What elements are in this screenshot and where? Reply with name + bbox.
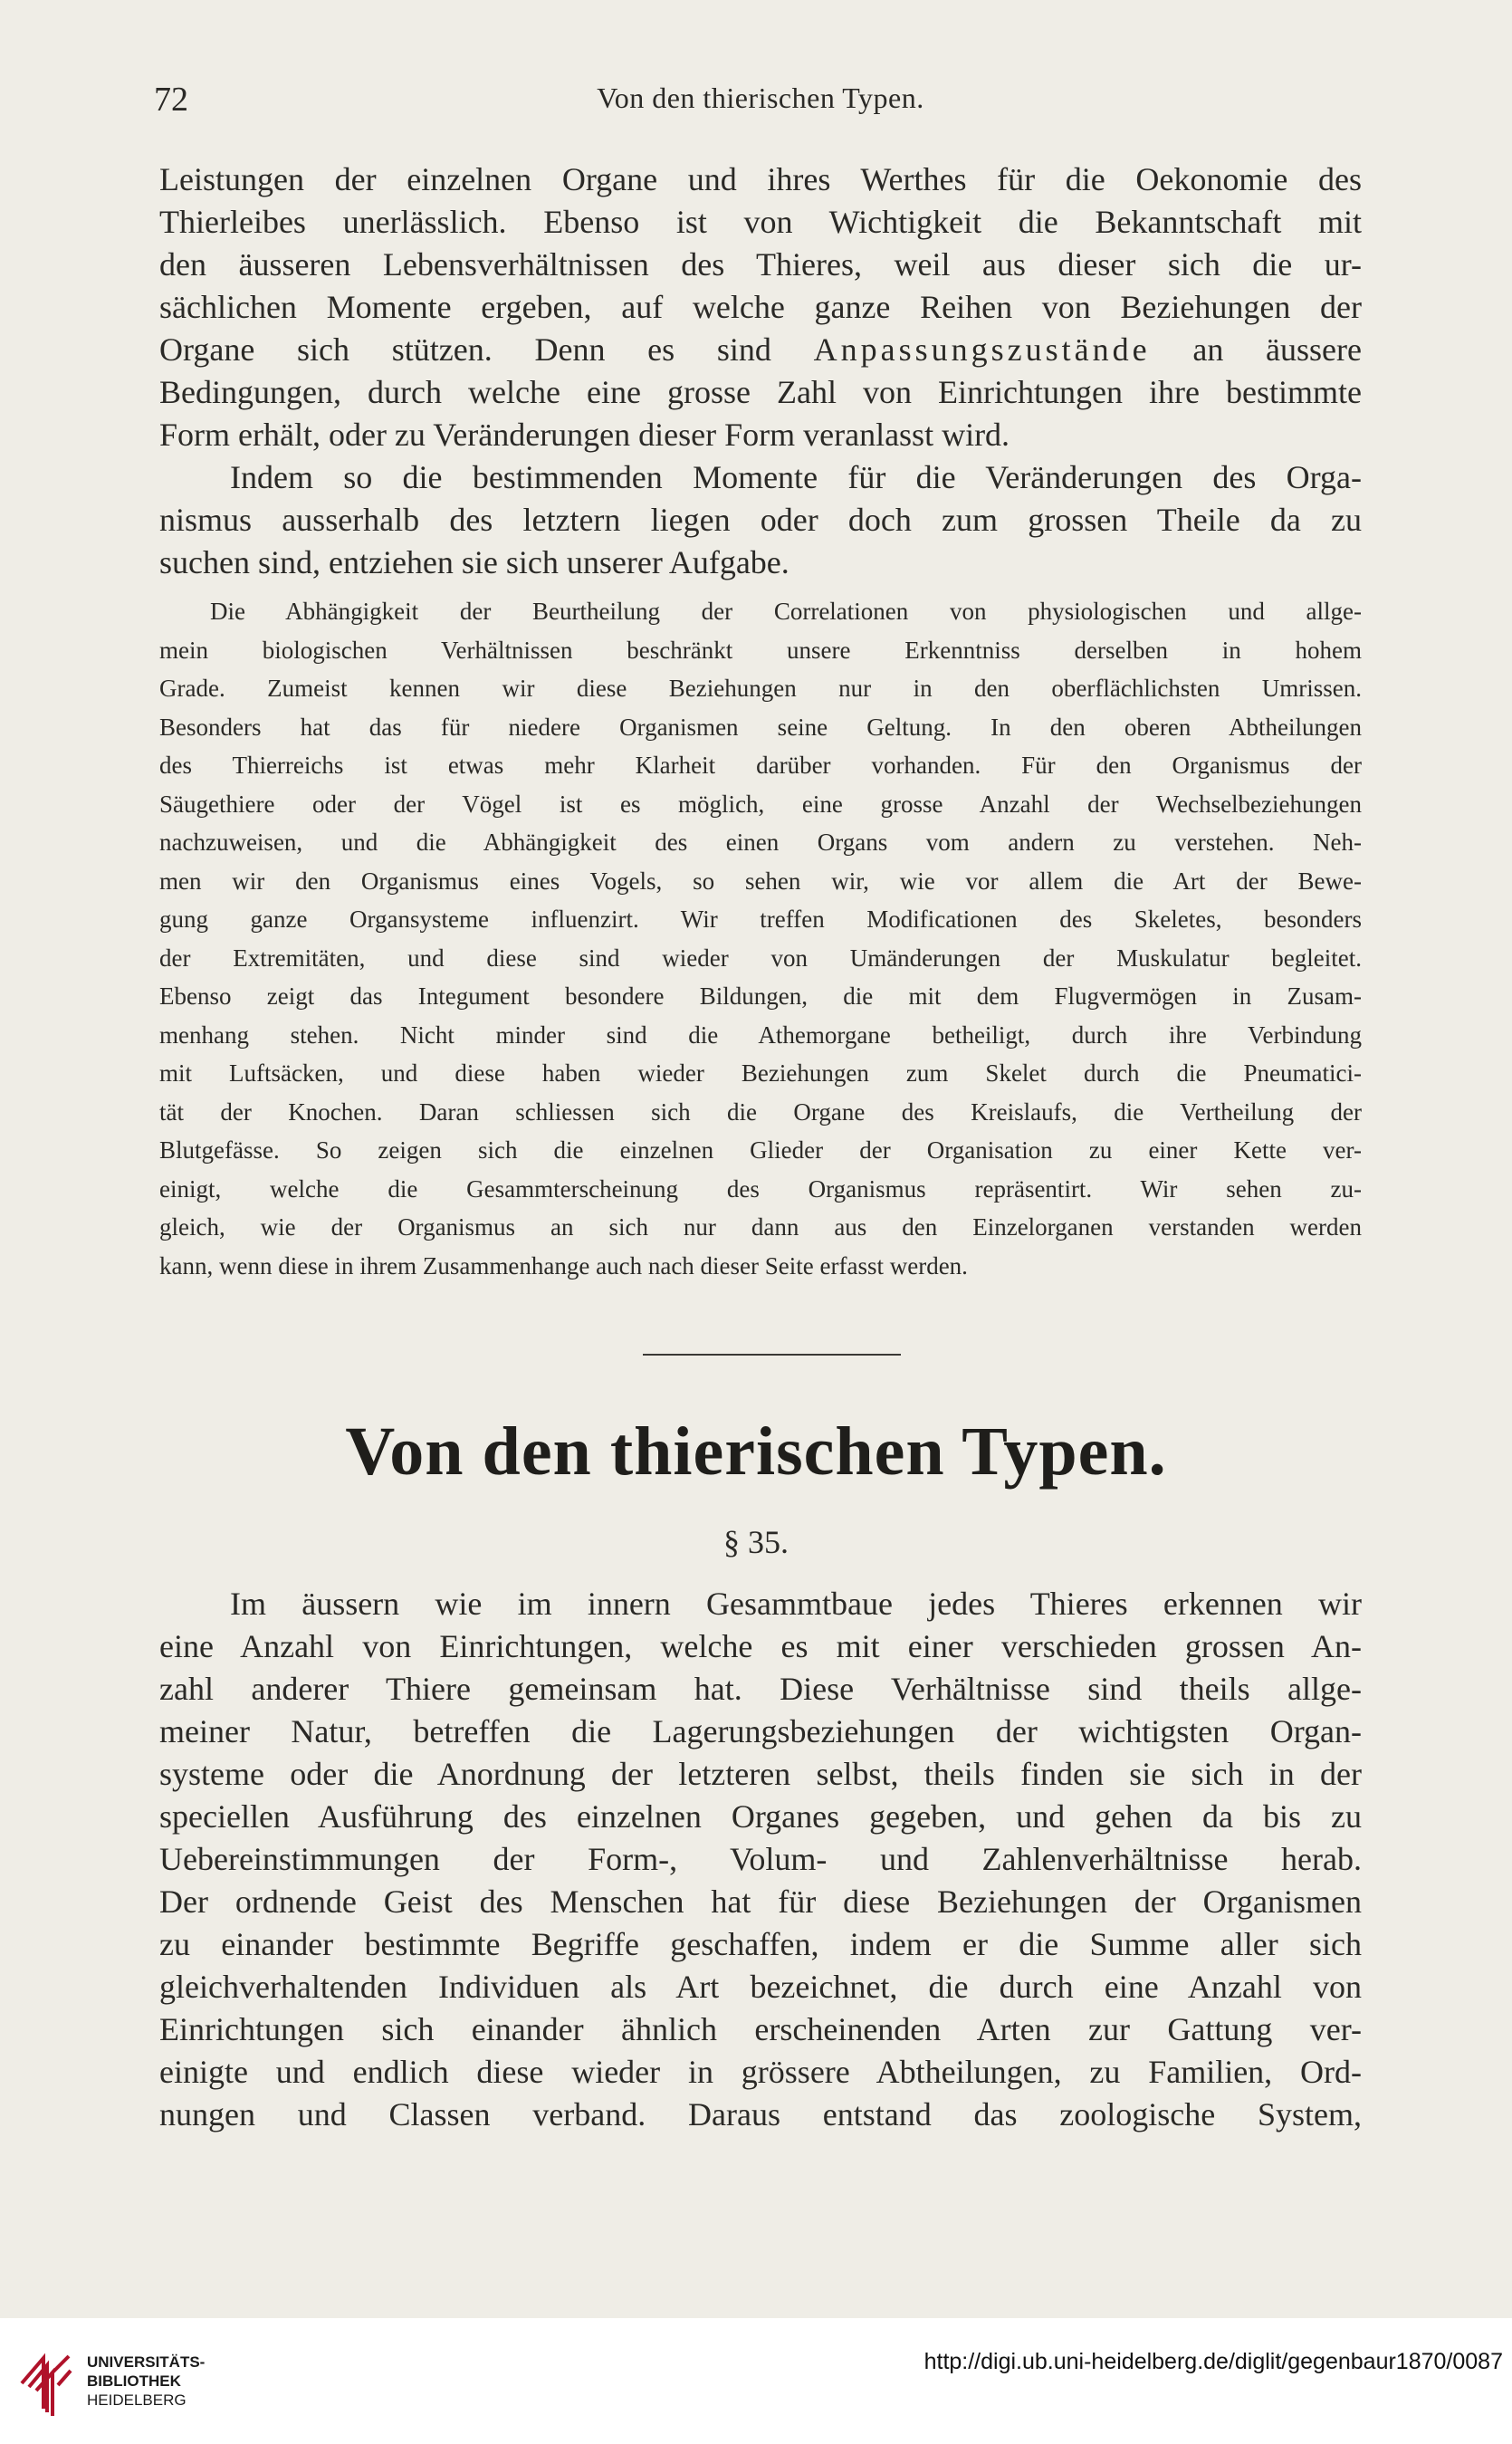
note-line: Ebenso zeigt das Integument besondere Bildungen, die mit dem Flugvermögen in Zusam- [159,982,1362,1010]
running-head: Von den thierischen Typen. [597,81,924,114]
note-line: menhang stehen. Nicht minder sind die Athemorgane betheiligt, durch ihre Verbindung [159,1021,1362,1049]
text-line: zahl anderer Thiere gemeinsam hat. Diese Verhältnisse sind theils allge- [159,1671,1362,1707]
note-line: men wir den Organismus eines Vogels, so sehen wir, wie vor allem die Art der Bewe- [159,867,1362,895]
library-name [87,2353,205,2410]
text-line: Einrichtungen sich einander ähnlich erscheinenden Arten zur Gattung ver- [159,2011,1362,2047]
note-line: Grade. Zumeist kennen wir diese Beziehungen nur in den oberflächlichsten Umrissen. [159,675,1362,702]
text-line: nismus ausserhalb des letztern liegen oder doch zum grossen Theile da zu [159,502,1362,538]
text-line: suchen sind, entziehen sie sich unserer Aufgabe. [159,544,789,580]
note-line: einigt, welche die Gesammterscheinung des Organismus repräsentirt. Wir sehen zu- [159,1174,1362,1203]
note-line: Blutgefässe. So zeigen sich die einzelnen Glieder der Organisation zu einer Kette ver- [159,1136,1362,1164]
emphasized-term: Anpassungszustände [813,331,1151,368]
text-line: Bedingungen, durch welche eine grosse Zahl von Einrichtungen ihre bestimmte [159,374,1362,410]
text-line: den äusseren Lebensverhältnissen des Thieres, weil aus dieser sich die ur- [159,246,1362,283]
library-name-line: UNIVERSITÄTS- [87,2353,206,2371]
text-line: Leistungen der einzelnen Organe und ihres Werthes für die Oekonomie des [159,161,1362,197]
section-number: § 35. [723,1524,789,1560]
note-line: gleich, wie der Organismus an sich nur dann aus den Einzelorganen verstanden werden [159,1213,1362,1241]
text-segment: an äussere [1150,331,1363,368]
digitization-footer [0,2318,1512,2444]
note-line: gung ganze Organsysteme influenzirt. Wir treffen Modificationen des Skeletes, besonders [159,906,1362,933]
note-line: kann, wenn diese in ihrem Zusammenhange auch nach dieser Seite erfasst werden. [159,1251,968,1280]
text-line: sächlichen Momente ergeben, auf welche ganze Reihen von Beziehungen der [159,289,1362,325]
library-name-line: BIBLIOTHEK [87,2372,181,2390]
note-line: mit Luftsäcken, und diese haben wieder Beziehungen zum Skelet durch die Pneumatici- [159,1059,1362,1087]
text-line: meiner Natur, betreffen die Lagerungsbeziehungen der wichtigsten Organ- [159,1713,1362,1749]
note-line: mein biologischen Verhältnissen beschränkt unsere Erkenntniss derselben in hohem [159,636,1362,664]
text-line [159,329,1362,371]
note-line: des Thierreichs ist etwas mehr Klarheit darüber vorhanden. Für den Organismus der [159,752,1362,779]
text-line: Der ordnende Geist des Menschen hat für diese Beziehungen der Organismen [159,1883,1362,1920]
text-line: systeme oder die Anordnung der letzteren selbst, theils finden sie sich in der [159,1756,1362,1792]
text-line: Indem so die bestimmenden Momente für die Veränderungen des Orga- [230,459,1362,495]
text-line: zu einander bestimmte Begriffe geschaffen, indem er die Summe aller sich [159,1926,1362,1962]
text-line: Form erhält, oder zu Veränderungen dieser Form veranlasst wird. [159,417,1010,453]
paragraph-section-35 [159,1583,1362,2136]
text-line: Thierleibes unerlässlich. Ebenso ist von Wichtigkeit die Bekanntschaft mit [159,204,1362,240]
text-line: speciellen Ausführung des einzelnen Organes gegeben, und gehen da bis zu [159,1798,1362,1835]
text-line: eine Anzahl von Einrichtungen, welche es mit einer verschieden grossen An- [159,1628,1362,1664]
note-line: tät der Knochen. Daran schliessen sich die Organe des Kreislaufs, die Vertheilung der [159,1097,1362,1126]
paragraph-indem [159,456,1362,584]
page-header [154,80,1367,125]
text-line: Uebereinstimmungen der Form-, Volum- und Zahlenverhältnisse herab. [159,1841,1362,1877]
note-line: Die Abhängigkeit der Beurtheilung der Correlationen von physiologischen und allge- [210,598,1362,625]
library-name-line: HEIDELBERG [87,2391,187,2409]
library-logo-icon [16,2347,74,2420]
page-number: 72 [154,81,188,119]
small-print-note [159,592,1362,1285]
paragraph-continuation [159,158,1362,456]
text-line: gleichverhaltenden Individuen als Art bezeichnet, die durch eine Anzahl von [159,1969,1362,2005]
text-line: Im äussern wie im innern Gesammtbaue jedes Thieres erkennen wir [230,1586,1362,1622]
note-line: Besonders hat das für niedere Organismen seine Geltung. In den oberen Abtheilungen [159,713,1362,741]
text-line: nungen und Classen verband. Daraus entstand das zoologische System, [159,2096,1362,2133]
note-line: nachzuweisen, und die Abhängigkeit des einen Organs vom andern zu verstehen. Neh- [159,829,1362,856]
section-title: Von den thierischen Typen. [345,1414,1167,1490]
note-line: Säugethiere oder der Vögel ist es möglich, eine grosse Anzahl der Wechselbeziehungen [159,790,1362,818]
text-segment: Organe sich stützen. Denn es sind [159,331,814,368]
note-line: der Extremitäten, und diese sind wieder von Umänderungen der Muskulatur begleitet. [159,944,1362,972]
source-url-link[interactable]: http://digi.ub.uni-heidelberg.de/diglit/gegenbaur1870/0087 [923,2349,1503,2374]
text-line: einigte und endlich diese wieder in grössere Abtheilungen, zu Familien, Ord- [159,2054,1362,2090]
section-divider [643,1354,901,1356]
